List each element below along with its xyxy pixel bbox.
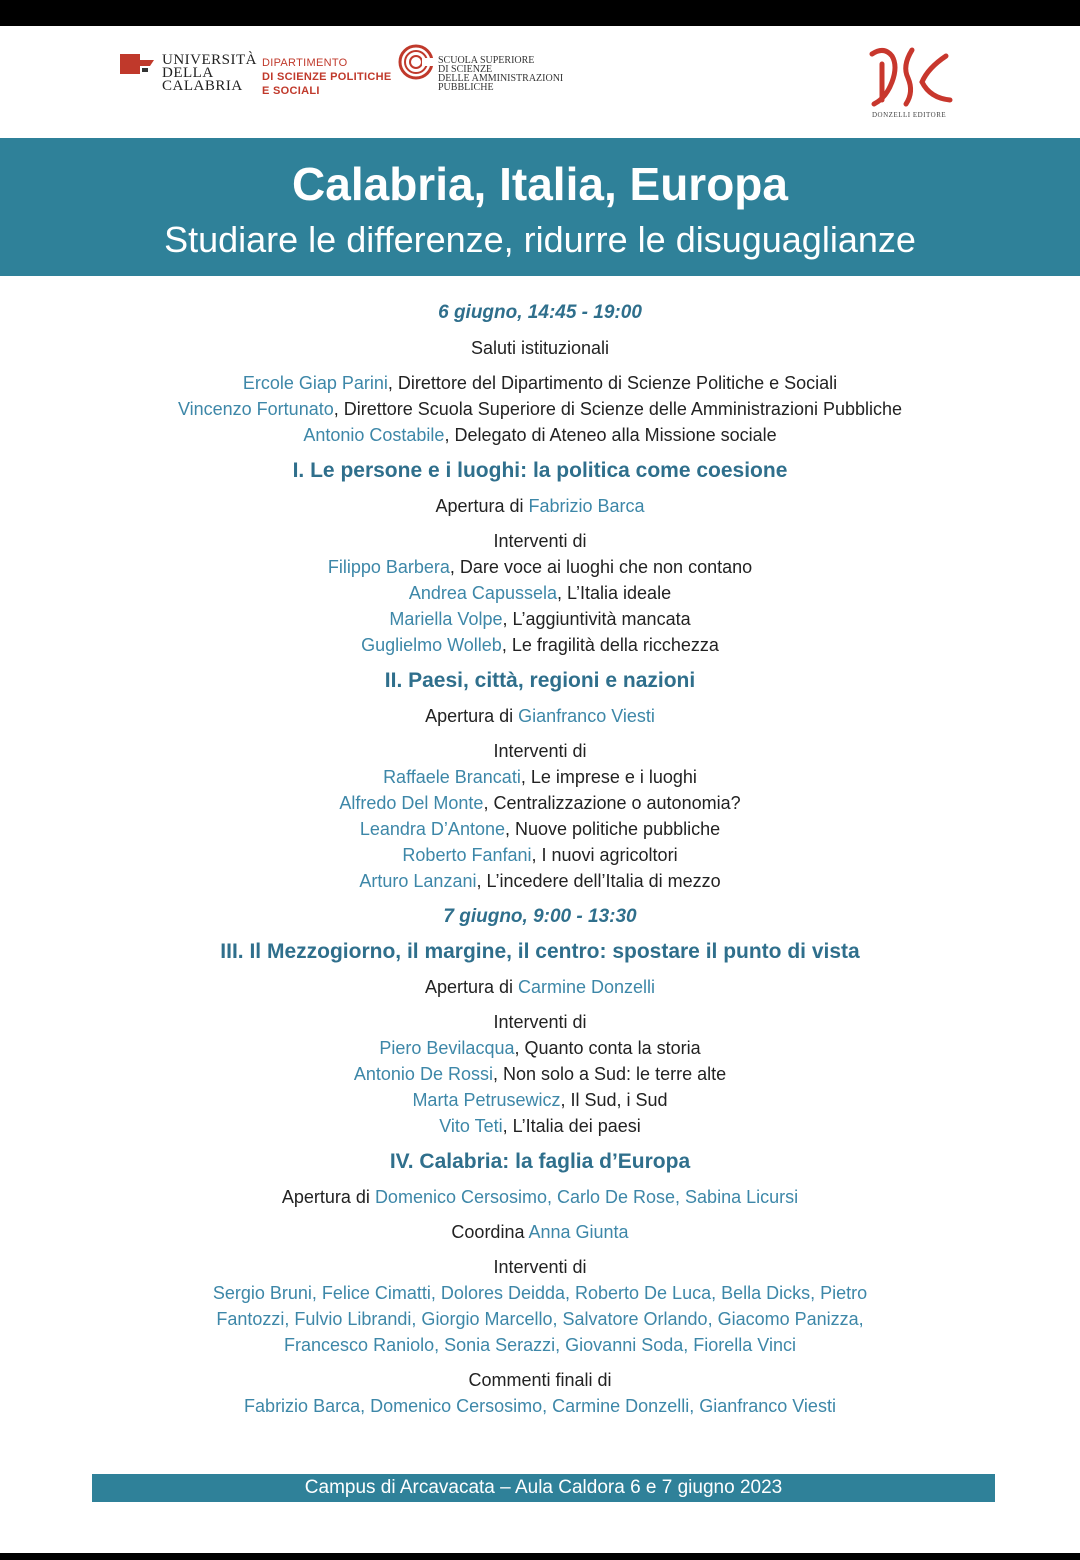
page-subtitle: Studiare le differenze, ridurre le disuguaglianze	[164, 219, 916, 260]
department-name: DIPARTIMENTO DI SCIENZE POLITICHE E SOCIALI	[262, 57, 392, 97]
greeting-item: Vincenzo Fortunato, Direttore Scuola Superiore di Scienze delle Amministrazioni Pubbliche	[177, 399, 903, 419]
session-2-opening: Apertura di Gianfranco Viesti	[425, 706, 655, 726]
session-4-talks-label: Interventi di	[493, 1257, 587, 1277]
talk-item: Mariella Volpe, L’aggiuntività mancata	[389, 609, 691, 629]
venue-footer: Campus di Arcavacata – Aula Caldora 6 e 7 giugno 2023	[92, 1474, 995, 1502]
session-2-talks-label: Interventi di	[493, 741, 587, 761]
logo-bar	[0, 26, 1080, 138]
publisher-name: DONZELLI EDITORE	[872, 111, 947, 119]
talk-item: Guglielmo Wolleb, Le fragilità della ricchezza	[361, 635, 719, 655]
talk-item: Roberto Fanfani, I nuovi agricoltori	[402, 845, 678, 865]
session-4-speakers: Sergio Bruni, Felice Cimatti, Dolores Deidda, Roberto De Luca, Bella Dicks, Pietro Fantozzi, Fulvio Librandi, Giorgio Marcello, Salvatore Orlando, Giacomo Panizza, Francesco Raniolo, Sonia Serazzi, Giovanni Soda, Fiorella Vinci	[212, 1283, 868, 1355]
greeting-item: Ercole Giap Parini, Direttore del Dipartimento di Scienze Politiche e Sociali	[242, 373, 838, 393]
unical-logo-icon	[120, 54, 154, 74]
session-3-title: III. Il Mezzogiorno, il margine, il centro: spostare il punto di vista	[220, 940, 860, 963]
session-4-opening: Apertura di Domenico Cersosimo, Carlo De Rose, Sabina Licursi	[281, 1187, 799, 1207]
final-comments-label: Commenti finali di	[468, 1370, 612, 1390]
talk-item: Piero Bevilacqua, Quanto conta la storia	[379, 1038, 701, 1058]
talk-item: Andrea Capussela, L’Italia ideale	[408, 583, 672, 603]
day1-date: 6 giugno, 14:45 - 19:00	[438, 302, 642, 323]
talk-item: Marta Petrusewicz, Il Sud, i Sud	[412, 1090, 668, 1110]
talk-item: Raffaele Brancati, Le imprese e i luoghi	[383, 767, 697, 787]
talk-item: Alfredo Del Monte, Centralizzazione o autonomia?	[339, 793, 741, 813]
final-comments-speakers: Fabrizio Barca, Domenico Cersosimo, Carmine Donzelli, Gianfranco Viesti	[244, 1396, 836, 1416]
poster-page	[0, 26, 1080, 1553]
session-3-opening: Apertura di Carmine Donzelli	[424, 977, 656, 997]
session-2-title: II. Paesi, città, regioni e nazioni	[384, 669, 696, 692]
title-banner	[0, 138, 1080, 276]
greetings-label: Saluti istituzionali	[470, 338, 610, 358]
session-1-opening: Apertura di Fabrizio Barca	[435, 496, 645, 516]
greeting-item: Antonio Costabile, Delegato di Ateneo alla Missione sociale	[303, 425, 777, 445]
program	[0, 278, 1080, 1419]
school-name: SCUOLA SUPERIORE DI SCIENZE DELLE AMMINISTRAZIONI PUBBLICHE	[438, 55, 564, 93]
donzelli-logo-icon	[866, 42, 956, 114]
university-name: UNIVERSITÀ DELLA CALABRIA	[162, 52, 257, 94]
talk-item: Leandra D’Antone, Nuove politiche pubbliche	[359, 819, 721, 839]
session-1-title: I. Le persone e i luoghi: la politica come coesione	[292, 459, 788, 482]
talk-item: Arturo Lanzani, L’incedere dell’Italia di mezzo	[359, 871, 721, 891]
talk-item: Antonio De Rossi, Non solo a Sud: le terre alte	[353, 1064, 727, 1084]
school-logo-icon	[398, 44, 434, 80]
day2-date: 7 giugno, 9:00 - 13:30	[443, 906, 637, 927]
session-1-talks-label: Interventi di	[493, 531, 587, 551]
session-4-coordinator: Coordina Anna Giunta	[451, 1222, 629, 1242]
session-3-talks-label: Interventi di	[493, 1012, 587, 1032]
talk-item: Filippo Barbera, Dare voce ai luoghi che non contano	[327, 557, 753, 577]
talk-item: Vito Teti, L’Italia dei paesi	[439, 1116, 641, 1136]
session-4-title: IV. Calabria: la faglia d’Europa	[389, 1150, 691, 1173]
page-title: Calabria, Italia, Europa	[292, 158, 788, 210]
